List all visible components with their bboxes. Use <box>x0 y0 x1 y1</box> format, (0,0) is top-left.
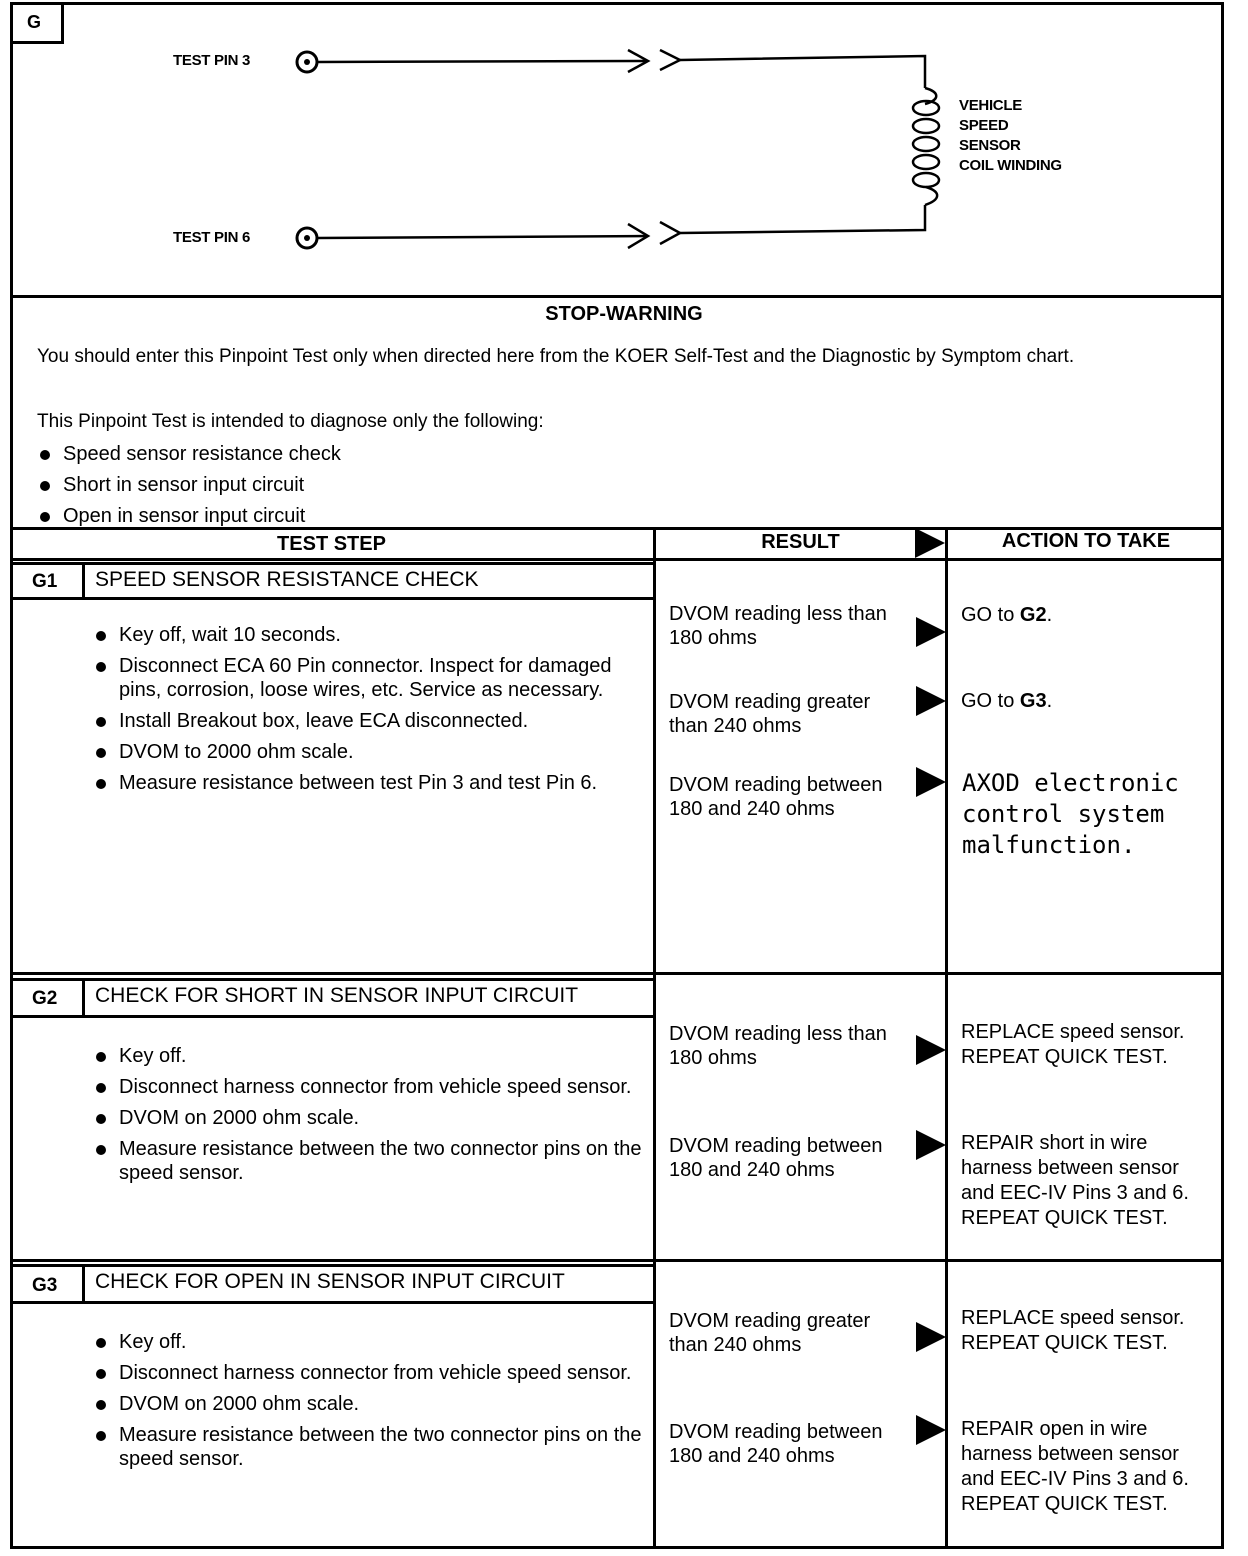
step-g1-instructions <box>94 623 634 802</box>
header-result: RESULT <box>761 531 840 553</box>
step-g3-id: G3 <box>32 1275 58 1296</box>
g1-result-3-arrow-icon <box>916 767 946 797</box>
instruction-item: Disconnect harness connector from vehicle speed sensor. <box>94 1361 644 1385</box>
coil-label-line: SENSOR <box>959 137 1021 154</box>
connector-pin-6-icon <box>660 222 680 244</box>
stop-warning-item: Short in sensor input circuit <box>38 473 738 497</box>
stop-warning-intro: This Pinpoint Test is intended to diagnose only the following: <box>37 411 544 432</box>
step-g1-title: SPEED SENSOR RESISTANCE CHECK <box>95 568 479 591</box>
g3-action-2: REPAIR open in wire harness between sensor and EEC-IV Pins 3 and 6. REPEAT QUICK TEST. <box>961 1418 1189 1515</box>
stop-warning-title: STOP-WARNING <box>545 303 703 325</box>
step-g2-bottom-border <box>10 1259 1224 1262</box>
coil-label <box>959 96 1062 176</box>
instruction-item: DVOM to 2000 ohm scale. <box>94 740 634 764</box>
test-pin-3-label: TEST PIN 3 <box>173 52 251 69</box>
g2-result-1-arrow-icon <box>916 1035 946 1065</box>
g1-action-1 <box>961 603 1052 628</box>
stop-warning-item: Open in sensor input circuit <box>38 504 738 528</box>
step-g2-id-divider <box>82 978 85 1018</box>
g3-result-1: DVOM reading greater than 240 ohms <box>669 1310 871 1356</box>
coil-label-line: VEHICLE <box>959 97 1022 114</box>
coil-label-line: SPEED <box>959 117 1009 134</box>
g3-result-2-arrow-icon <box>916 1415 946 1445</box>
section-letter: G <box>27 12 42 32</box>
instruction-item: Disconnect harness connector from vehicle speed sensor. <box>94 1075 644 1099</box>
wire-pin-3-to-coil <box>680 56 925 88</box>
g1-result-2-arrow-icon <box>916 686 946 716</box>
g1-result-1: DVOM reading less than 180 ohms <box>669 603 887 649</box>
wire-pin-3 <box>317 61 648 62</box>
instruction-item: DVOM on 2000 ohm scale. <box>94 1106 644 1130</box>
test-pin-3-terminal-icon <box>297 52 317 72</box>
g2-result-2: DVOM reading between 180 and 240 ohms <box>669 1135 883 1181</box>
step-g2-title: CHECK FOR SHORT IN SENSOR INPUT CIRCUIT <box>95 984 579 1007</box>
g2-action-1: REPLACE speed sensor. REPEAT QUICK TEST. <box>961 1021 1185 1068</box>
header-test-step: TEST STEP <box>277 533 386 555</box>
g2-result-2-arrow-icon <box>916 1130 946 1160</box>
g3-action-1: REPLACE speed sensor. REPEAT QUICK TEST. <box>961 1307 1185 1354</box>
g2-result-1: DVOM reading less than 180 ohms <box>669 1023 887 1069</box>
step-g1-id-divider <box>82 562 85 600</box>
g1-result-2: DVOM reading greater than 240 ohms <box>669 691 871 737</box>
g2-action-2: REPAIR short in wire harness between sensor and EEC-IV Pins 3 and 6. REPEAT QUICK TEST. <box>961 1132 1189 1229</box>
goto-step-link[interactable]: G3 <box>1019 690 1047 712</box>
step-g2-id: G2 <box>32 988 58 1009</box>
step-g1-id: G1 <box>32 571 58 592</box>
instruction-item: Disconnect ECA 60 Pin connector. Inspect for damaged pins, corrosion, loose wires, etc. Service as necessary. <box>94 654 634 702</box>
test-pin-6-label: TEST PIN 6 <box>173 229 251 246</box>
instruction-item: DVOM on 2000 ohm scale. <box>94 1392 644 1416</box>
coil-label-line: COIL WINDING <box>959 157 1062 174</box>
instruction-item: Key off. <box>94 1044 644 1068</box>
action-text: . <box>1046 604 1053 626</box>
instruction-item: Measure resistance between the two connector pins on the speed sensor. <box>94 1137 644 1185</box>
g1-result-3: DVOM reading between 180 and 240 ohms <box>669 774 883 820</box>
step-g3-title: CHECK FOR OPEN IN SENSOR INPUT CIRCUIT <box>95 1270 565 1293</box>
wire-pin-6 <box>317 236 648 238</box>
instruction-item: Install Breakout box, leave ECA disconnected. <box>94 709 634 733</box>
instruction-item: Measure resistance between test Pin 3 and test Pin 6. <box>94 771 634 795</box>
g3-result-2: DVOM reading between 180 and 240 ohms <box>669 1421 883 1467</box>
header-action: ACTION TO TAKE <box>1001 530 1171 552</box>
stop-warning-paragraph: You should enter this Pinpoint Test only when directed here from the KOER Self-Test and the Diagnostic by Symptom chart. <box>37 346 1075 367</box>
step-g3-id-divider <box>82 1264 85 1304</box>
action-text: . <box>1046 690 1053 712</box>
g1-result-1-arrow-icon <box>916 617 946 647</box>
test-pin-6-terminal-icon <box>297 228 317 248</box>
action-text: GO to <box>961 690 1020 712</box>
instruction-item: Key off. <box>94 1330 644 1354</box>
stop-warning-list <box>38 442 738 535</box>
step-g1-bottom-border <box>10 972 1224 975</box>
instruction-item: Measure resistance between the two connector pins on the speed sensor. <box>94 1423 644 1471</box>
instruction-item: Key off, wait 10 seconds. <box>94 623 634 647</box>
coil-winding-icon <box>913 88 939 205</box>
action-text: GO to <box>961 604 1020 626</box>
g1-action-3: AXOD electronic control system malfunction. <box>962 769 1179 859</box>
step-g3-instructions <box>94 1330 644 1478</box>
connector-pin-3-icon <box>660 50 680 70</box>
g1-action-2 <box>961 689 1052 714</box>
g3-result-1-arrow-icon <box>916 1322 946 1352</box>
step-g2-instructions <box>94 1044 644 1192</box>
stop-warning-item: Speed sensor resistance check <box>38 442 738 466</box>
wire-pin-6-to-coil <box>680 205 925 233</box>
goto-step-link[interactable]: G2 <box>1019 604 1047 626</box>
